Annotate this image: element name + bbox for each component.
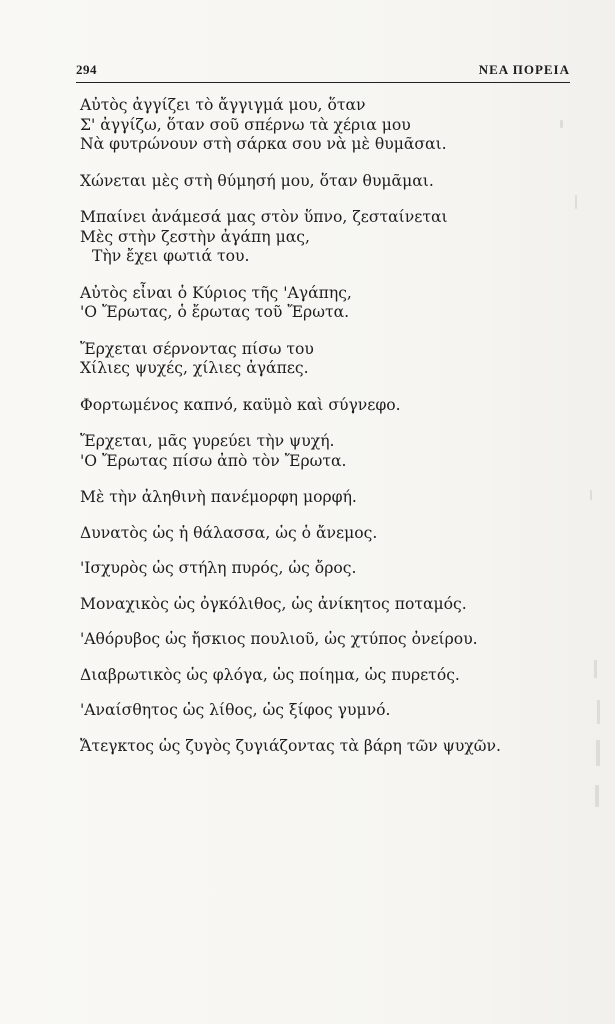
- poem-line: Διαβρωτικὸς ὡς φλόγα, ὡς ποίημα, ὡς πυρετός.: [80, 665, 460, 684]
- poem-line: Χίλιες ψυχές, χίλιες ἀγάπες.: [80, 359, 309, 377]
- poem-line: Δυνατὸς ὡς ἡ θάλασσα, ὡς ὁ ἄνεμος.: [80, 523, 378, 542]
- poem-line: Φορτωμένος καπνό, καϋμὸ καὶ σύγνεφο.: [80, 395, 401, 414]
- header-rule: [76, 82, 570, 83]
- poem-line: Μπαίνει ἀνάμεσά μας στὸν ὕπνο, ζεσταίνεται: [80, 208, 448, 226]
- page-number: 294: [76, 62, 97, 77]
- poem-line: Τὴν ἔχει φωτιά του.: [92, 247, 250, 265]
- poem-line: 'Αναίσθητος ὡς λίθος, ὡς ξίφος γυμνό.: [80, 701, 391, 719]
- paper-speck: [597, 700, 600, 724]
- paper-speck: [590, 490, 592, 500]
- poem-line: Νὰ φυτρώνουν στὴ σάρκα σου νὰ μὲ θυμᾶσαι.: [80, 135, 447, 153]
- running-title: ΝΕΑ ΠΟΡΕΙΑ: [478, 62, 570, 77]
- stanza: [80, 630, 560, 650]
- stanza: [80, 432, 560, 471]
- poem-line: Σ' ἀγγίζω, ὅταν σοῦ σπέρνω τὰ χέρια μου: [80, 115, 411, 134]
- poem-line: Αὐτὸς ἀγγίζει τὸ ἄγγιγμά μου, ὅταν: [80, 96, 366, 114]
- stanza: [80, 701, 560, 721]
- poem: [80, 96, 560, 756]
- stanza: [80, 396, 560, 416]
- stanza: [80, 488, 560, 508]
- poem-line: Ἄτεγκτος ὡς ζυγὸς ζυγιάζοντας τὰ βάρη τῶν ψυχῶν.: [80, 736, 501, 755]
- paper-speck: [596, 740, 600, 766]
- poem-line: Μὲς στὴν ζεστὴν ἀγάπη μας,: [80, 227, 310, 246]
- stanza: [80, 595, 560, 615]
- stanza: [80, 666, 560, 686]
- paper-speck: [595, 785, 599, 807]
- stanza: [80, 208, 560, 267]
- paper-speck: [560, 120, 563, 128]
- page-header: [76, 62, 570, 84]
- poem-line: Μοναχικὸς ὡς ὀγκόλιθος, ὡς ἀνίκητος ποταμός.: [80, 594, 467, 613]
- poem-line: 'Ισχυρὸς ὡς στήλη πυρός, ὡς ὄρος.: [80, 559, 357, 577]
- poem-line: Χώνεται μὲς στὴ θύμησή μου, ὅταν θυμᾶμαι.: [80, 171, 434, 190]
- stanza: [80, 172, 560, 192]
- poem-line: 'Αθόρυβος ὡς ἤσκιος πουλιοῦ, ὡς χτύπος ὀνείρου.: [80, 630, 478, 648]
- poem-line: Μὲ τὴν ἀληθινὴ πανέμορφη μορφή.: [80, 488, 357, 506]
- stanza: [80, 284, 560, 323]
- stanza: [80, 524, 560, 544]
- stanza: [80, 559, 560, 579]
- poem-line: 'Ο Ἔρωτας, ὁ ἔρωτας τοῦ Ἔρωτα.: [80, 303, 350, 321]
- poem-line: Ἔρχεται, μᾶς γυρεύει τὴν ψυχή.: [80, 432, 335, 450]
- stanza: [80, 96, 560, 155]
- poem-line: Αὐτὸς εἶναι ὁ Κύριος τῆς 'Αγάπης,: [80, 283, 352, 302]
- poem-line: 'Ο Ἔρωτας πίσω ἀπὸ τὸν Ἔρωτα.: [80, 451, 347, 470]
- stanza: [80, 737, 560, 757]
- paper-speck: [594, 660, 597, 678]
- paper-speck: [575, 195, 577, 209]
- stanza: [80, 340, 560, 379]
- poem-line: Ἔρχεται σέρνοντας πίσω του: [80, 339, 314, 358]
